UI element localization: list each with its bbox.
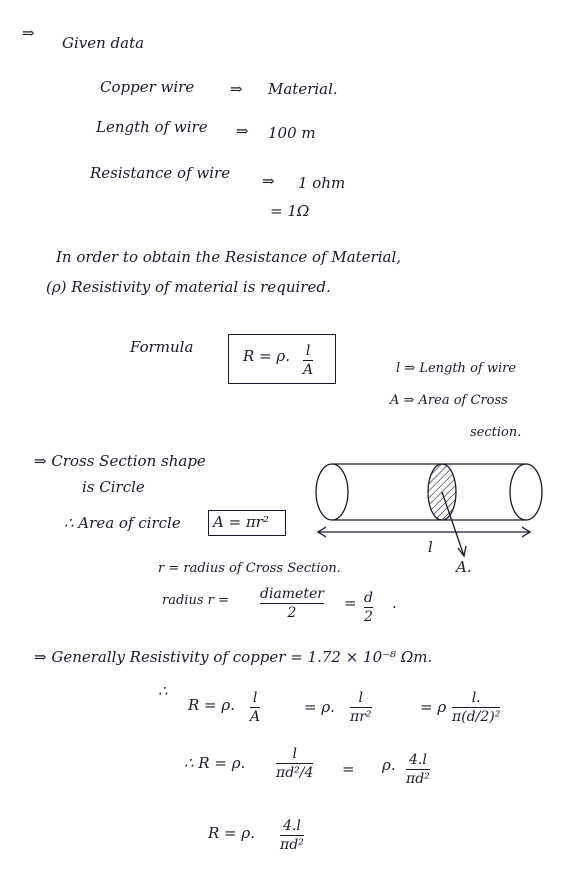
denominator: πd² [406, 771, 430, 788]
given-line-4: = 1Ω [270, 202, 310, 220]
numerator: l [292, 746, 297, 762]
legend-area: A ⇒ Area of Cross [390, 393, 508, 408]
legend-area-cont: section. [470, 425, 522, 440]
radius-numerator-2: d [364, 590, 373, 606]
given-line-3-arrow: ⇒ [262, 172, 275, 190]
numerator: 4.l [282, 818, 301, 834]
deriv-r2-rhs: ρ. [382, 756, 396, 774]
intro-line-2: (ρ) Resistivity of material is required. [46, 278, 331, 296]
numerator: l [358, 690, 363, 706]
deriv-r1-frac-2 [350, 690, 372, 725]
fraction-bar [250, 707, 260, 708]
resistivity-line: ⇒ Generally Resistivity of copper = 1.72 × 10⁻⁸ Ωm. [34, 648, 433, 666]
given-line-3-left: Resistance of wire [90, 164, 231, 182]
numerator: l. [471, 690, 481, 706]
area-formula: A = πr² [213, 513, 269, 531]
deriv-r2-frac [276, 746, 313, 781]
fraction-bar [280, 835, 304, 836]
numerator: 4.l [408, 752, 427, 768]
arrow-symbol: ⇒ [22, 24, 35, 42]
formula-label: Formula [130, 338, 194, 356]
denominator: πd² [280, 837, 304, 854]
deriv-r3-lhs: R = ρ. [208, 824, 255, 842]
intro-line-1: In order to obtain the Resistance of Material, [56, 248, 402, 266]
given-line-1-right: Material. [268, 80, 338, 98]
fraction-bar [406, 769, 430, 770]
deriv-r1-lhs: R = ρ. [188, 696, 235, 714]
cross-line-2: is Circle [82, 478, 145, 496]
given-line-3-right: 1 ohm [298, 174, 346, 192]
deriv-r2-eq: = [342, 760, 355, 778]
formula-numerator: l [305, 343, 311, 359]
radius-fraction-2 [364, 590, 373, 625]
cylinder-left-end [316, 464, 348, 520]
radius-denominator: 2 [287, 605, 297, 622]
given-data-title: Given data [62, 34, 145, 52]
radius-denominator-2: 2 [364, 609, 373, 626]
given-line-2-right: 100 m [268, 124, 316, 142]
deriv-r1-frac-3 [452, 690, 500, 725]
area-prefix: ∴ Area of circle [64, 514, 181, 532]
cross-line-1: ⇒ Cross Section shape [34, 452, 206, 470]
given-line-2-left: Length of wire [96, 118, 208, 136]
radius-fraction [260, 586, 324, 621]
deriv-r3-frac [280, 818, 304, 853]
given-line-2-arrow: ⇒ [236, 122, 249, 140]
formula-denominator: A [303, 362, 314, 379]
deriv-r1-frac-1 [250, 690, 260, 725]
denominator: π(d/2)² [452, 709, 501, 726]
fraction-bar [276, 763, 313, 764]
numerator: l [252, 690, 258, 706]
fraction-bar [364, 607, 373, 608]
given-line-1-arrow: ⇒ [230, 80, 243, 98]
denominator: A [250, 709, 261, 726]
deriv-r2-frac-2 [406, 752, 430, 787]
radius-eq2: = [344, 594, 357, 612]
given-line-1-left: Copper wire [100, 78, 195, 96]
radius-end: . [392, 594, 397, 612]
fraction-bar [260, 603, 324, 604]
fraction-bar [452, 707, 500, 708]
radius-eq-lhs: radius r = [162, 593, 229, 608]
formula-lhs: R = ρ. [243, 347, 290, 365]
deriv-r2-lhs: ∴ R = ρ. [184, 754, 246, 772]
fraction-bar [350, 707, 372, 708]
figure-area-label: A. [456, 558, 472, 576]
figure-length-label: l [428, 538, 433, 556]
cylinder-right-end [510, 464, 542, 520]
therefore-symbol: ∴ [158, 682, 168, 700]
denominator: πd²/4 [276, 765, 314, 782]
deriv-r1-eq3: = ρ [420, 698, 447, 716]
denominator: πr² [350, 709, 372, 726]
deriv-r1-eq2: = ρ. [304, 698, 335, 716]
legend-length: l ⇒ Length of wire [396, 361, 517, 376]
radius-numerator: diameter [260, 586, 324, 602]
radius-definition: r = radius of Cross Section. [158, 561, 341, 576]
